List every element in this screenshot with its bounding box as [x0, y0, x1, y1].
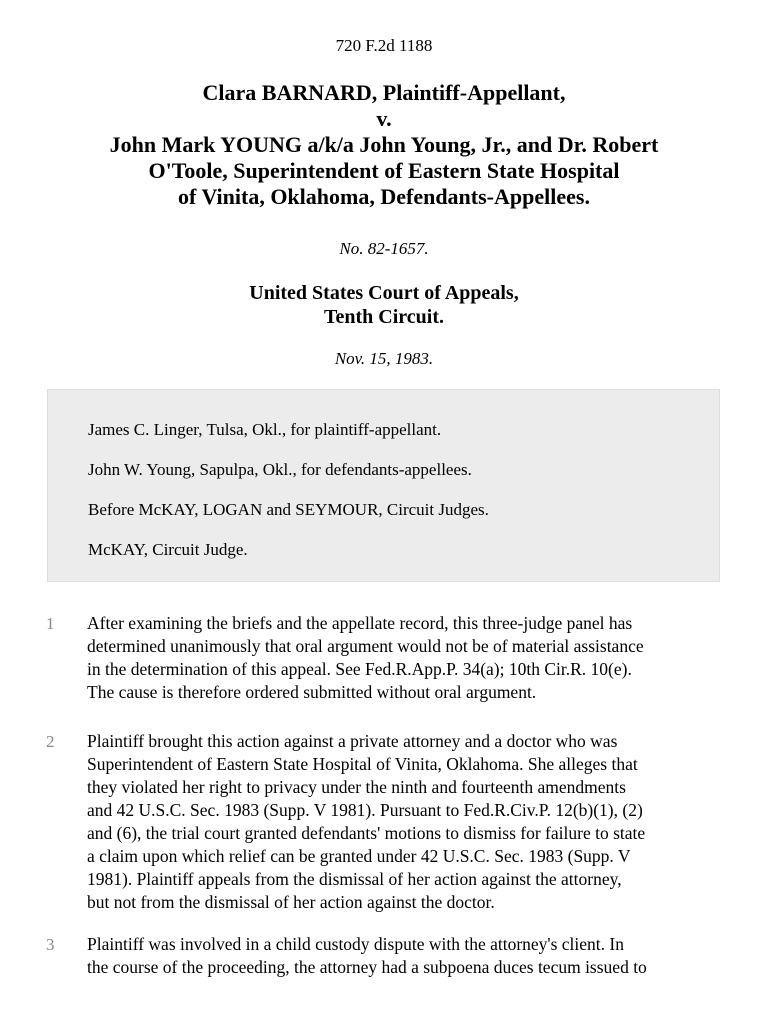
docket-number: No. 82-1657.: [339, 239, 429, 258]
paragraph-number: 1: [46, 614, 55, 633]
paragraph-text: [87, 730, 727, 914]
paragraph-line: the course of the proceeding, the attorney had a subpoena duces tecum issued to: [87, 957, 647, 977]
decision-date: Nov. 15, 1983.: [334, 349, 434, 368]
paragraph-line: and (6), the trial court granted defendants' motions to dismiss for failure to state: [87, 823, 646, 843]
counsel-line: Before McKAY, LOGAN and SEYMOUR, Circuit Judges.: [88, 500, 489, 519]
case-title-line: O'Toole, Superintendent of Eastern State Hospital: [148, 158, 620, 183]
paragraph-line: and 42 U.S.C. Sec. 1983 (Supp. V 1981). Pursuant to Fed.R.Civ.P. 12(b)(1), (2): [87, 800, 643, 820]
paragraph-line: in the determination of this appeal. See Fed.R.App.P. 34(a); 10th Cir.R. 10(e).: [87, 659, 632, 679]
court-name: [0, 281, 768, 329]
case-title-line: v.: [376, 106, 392, 131]
court-name-line: Tenth Circuit.: [323, 306, 445, 328]
counsel-line: James C. Linger, Tulsa, Okl., for plaintiff-appellant.: [88, 420, 442, 439]
counsel-line: John W. Young, Sapulpa, Okl., for defendants-appellees.: [88, 460, 472, 479]
paragraph-text: [87, 612, 727, 704]
paragraph-line: Plaintiff brought this action against a private attorney and a doctor who was: [87, 731, 618, 751]
case-title-line: John Mark YOUNG a/k/a John Young, Jr., and Dr. Robert: [109, 132, 659, 157]
counsel-line: McKAY, Circuit Judge.: [88, 540, 248, 559]
paragraph-line: a claim upon which relief can be granted under 42 U.S.C. Sec. 1983 (Supp. V: [87, 846, 631, 866]
paragraph-line: After examining the briefs and the appellate record, this three-judge panel has: [87, 613, 633, 633]
counsel-box: [47, 389, 720, 582]
paragraph-number: 2: [46, 732, 55, 751]
paragraph-line: The cause is therefore ordered submitted without oral argument.: [87, 682, 537, 702]
paragraph-number: 3: [46, 935, 55, 954]
paragraph-line: 1981). Plaintiff appeals from the dismissal of her action against the attorney,: [87, 869, 622, 889]
paragraph-line: Plaintiff was involved in a child custody dispute with the attorney's client. In: [87, 934, 624, 954]
paragraph-line: determined unanimously that oral argument would not be of material assistance: [87, 636, 644, 656]
case-citation: 720 F.2d 1188: [335, 36, 433, 55]
case-title-line: of Vinita, Oklahoma, Defendants-Appellees.: [178, 184, 590, 209]
paragraph-line: but not from the dismissal of her action against the doctor.: [87, 892, 495, 912]
paragraph-text: [87, 933, 727, 979]
paragraph-line: Superintendent of Eastern State Hospital of Vinita, Oklahoma. She alleges that: [87, 754, 638, 774]
case-title-line: Clara BARNARD, Plaintiff-Appellant,: [202, 80, 566, 105]
paragraph-line: they violated her right to privacy under the ninth and fourteenth amendments: [87, 777, 626, 797]
case-title: [40, 80, 728, 210]
court-name-line: United States Court of Appeals,: [249, 282, 519, 304]
